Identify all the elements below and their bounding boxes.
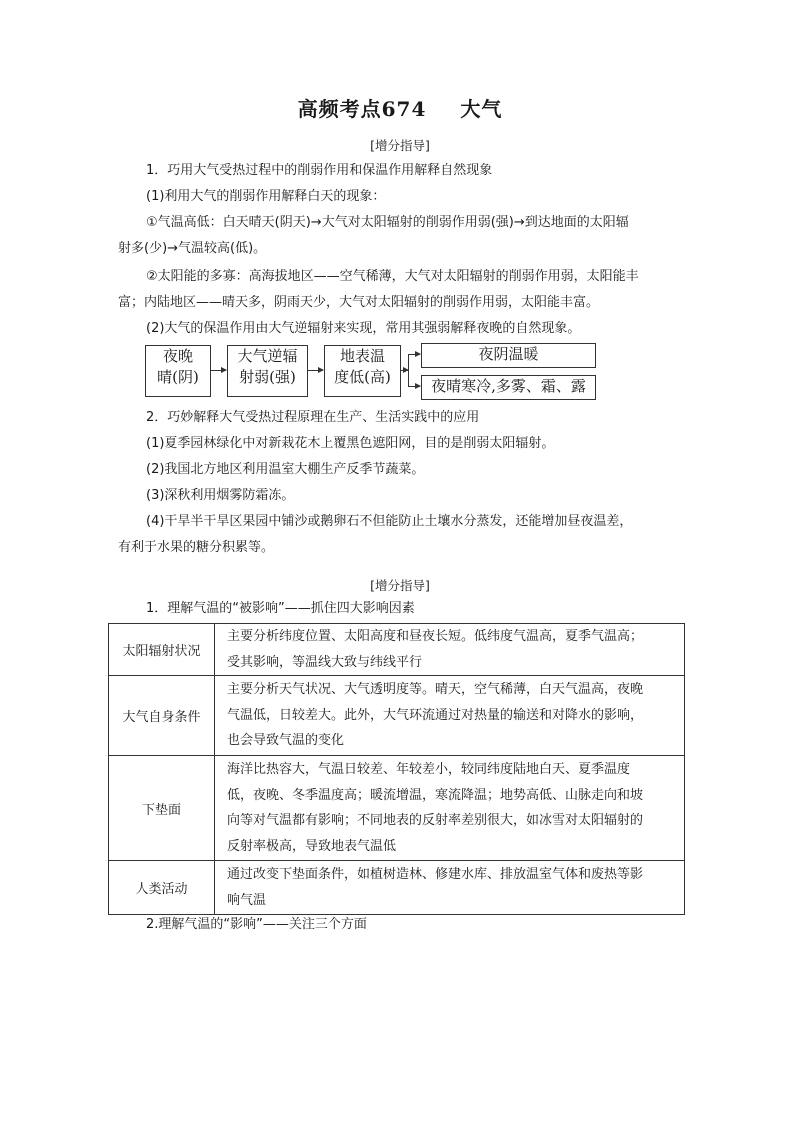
subheading-1: (1)利用大气的削弱作用解释白天的现象： bbox=[146, 189, 386, 204]
list-item: (3)深秋利用烟雾防霜冻。 bbox=[146, 488, 295, 503]
description-cell bbox=[215, 624, 685, 676]
table-row bbox=[109, 756, 685, 861]
heading-3: 1．理解气温的“被影响”——抓住四大影响因素 bbox=[146, 601, 415, 616]
cell-line: 通过改变下垫面条件，如植树造林、修建水库、排放温室气体和废热等影 bbox=[227, 867, 644, 882]
arrow-icon bbox=[408, 354, 420, 355]
description-cell bbox=[215, 676, 685, 756]
cell-line: 海洋比热容大，气温日较差、年较差小，较同纬度陆地白天、夏季温度 bbox=[227, 762, 631, 777]
flow-box-night bbox=[145, 345, 211, 397]
arrow-icon bbox=[408, 386, 420, 387]
factors-table bbox=[108, 623, 685, 915]
flow-text: 夜晴寒冷,多雾、霜、露 bbox=[431, 377, 586, 395]
table-row bbox=[109, 624, 685, 676]
cell-line: 主要分析纬度位置、太阳高度和昼夜长短。低纬度气温高，夏季气温高； bbox=[227, 629, 644, 644]
flow-box-result-cloudy bbox=[421, 343, 596, 368]
flow-text: 地表温 bbox=[339, 347, 385, 365]
heading-1: 1．巧用大气受热过程中的削弱作用和保温作用解释自然现象 bbox=[146, 163, 493, 178]
title-sub: 大气 bbox=[460, 97, 503, 121]
paragraph-line: ②太阳能的多寡：高海拔地区——空气稀薄，大气对太阳辐射的削弱作用弱，太阳能丰 bbox=[146, 269, 639, 284]
flow-text: 度低(高) bbox=[334, 368, 391, 386]
flow-text: 夜晚 bbox=[162, 347, 193, 365]
list-item: (2)我国北方地区利用温室大棚生产反季节蔬菜。 bbox=[146, 462, 425, 477]
flow-text: 夜阴温暖 bbox=[478, 345, 539, 363]
heading-2: 2．巧妙解释大气受热过程原理在生产、生活实践中的应用 bbox=[146, 410, 480, 425]
factor-cell: 人类活动 bbox=[109, 861, 215, 915]
factor-cell: 太阳辐射状况 bbox=[109, 624, 215, 676]
table-row bbox=[109, 676, 685, 756]
cell-line: 气温低，日较差大。此外，大气环流通过对热量的输送和对降水的影响， bbox=[227, 707, 644, 723]
section-tag: [增分指导] bbox=[370, 578, 430, 593]
paragraph-line: ①气温高低：白天晴天(阴天)→大气对太阳辐射的削弱作用弱(强)→到达地面的太阳辐 bbox=[146, 215, 629, 230]
flow-text: 晴(阴) bbox=[157, 368, 199, 386]
page-title bbox=[0, 93, 800, 122]
cell-line: 受其影响，等温线大致与纬线平行 bbox=[227, 654, 423, 670]
flow-text: 大气逆辐 bbox=[237, 347, 298, 365]
list-item: (4)干旱半干旱区果园中铺沙或鹅卵石不但能防止土壤水分蒸发，还能增加昼夜温差， bbox=[146, 514, 633, 529]
flow-box-surface bbox=[324, 345, 401, 397]
table-row bbox=[109, 861, 685, 915]
subheading-2: (2)大气的保温作用由大气逆辐射来实现，常用其强弱解释夜晚的自然现象。 bbox=[146, 321, 581, 336]
flow-box-radiation bbox=[227, 345, 308, 397]
connector-line bbox=[400, 370, 408, 371]
list-item: 有利于水果的糖分积累等。 bbox=[118, 540, 275, 555]
list-item: (1)夏季园林绿化中对新栽花木上覆黑色遮阳网，目的是削弱太阳辐射。 bbox=[146, 436, 555, 451]
factor-cell: 大气自身条件 bbox=[109, 676, 215, 756]
arrow-icon bbox=[210, 370, 226, 371]
paragraph-line: 射多(少)→气温较高(低)。 bbox=[118, 241, 267, 256]
cell-line: 向等对气温都有影响；不同地表的反射率差别很大，如冰雪对太阳辐射的 bbox=[227, 813, 644, 828]
paragraph-line: 富；内陆地区——晴天多，阴雨天少，大气对太阳辐射的削弱作用弱，太阳能丰富。 bbox=[118, 295, 600, 310]
factor-cell: 下垫面 bbox=[109, 756, 215, 861]
cell-line: 也会导致气温的变化 bbox=[227, 733, 345, 749]
cell-line: 主要分析天气状况、大气透明度等。晴天，空气稀薄，白天气温高，夜晚 bbox=[227, 682, 644, 698]
cell-line: 响气温 bbox=[227, 892, 267, 908]
flow-text: 射弱(强) bbox=[239, 368, 296, 386]
title-main: 高频考点674 bbox=[297, 97, 427, 121]
flow-box-result-clear bbox=[421, 375, 596, 400]
section-tag: [增分指导] bbox=[370, 138, 430, 153]
arrow-icon bbox=[307, 370, 323, 371]
description-cell bbox=[215, 861, 685, 915]
cell-line: 低，夜晚、冬季温度高；暖流增温，寒流降温；地势高低、山脉走向和坡 bbox=[227, 787, 644, 803]
cell-line: 反射率极高，导致地表气温低 bbox=[227, 838, 397, 854]
heading-4: 2.理解气温的“影响”——关注三个方面 bbox=[146, 917, 367, 932]
description-cell bbox=[215, 756, 685, 861]
